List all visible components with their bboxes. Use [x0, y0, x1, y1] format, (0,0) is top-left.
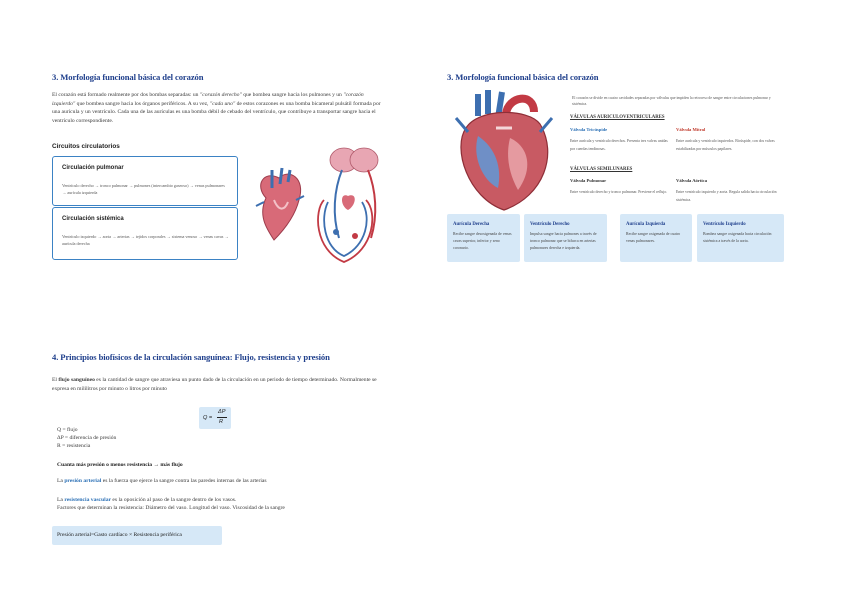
chamber-text: Bombea sangre oxigenada hacia circulación sistémica a través de la aorta.: [703, 232, 772, 244]
section3b-intro: El corazón se divide en cuatro cavidades separadas por válvulas que impiden la retroceso de sangre entre circulaciones pulmonar y sistémica.: [572, 96, 771, 106]
av-valves-heading: VÁLVULAS AURICULOVENTRICULARES: [570, 115, 665, 120]
flujo-paragraph: El flujo sanguíneo es la cantidad de sangre que atraviesa un punto dado de la circulación en un periodo de tiempo determinado. Normalmente se expresa en mililitros por minuto o litros por minuto: [52, 377, 377, 392]
sistemica-card: [52, 207, 238, 260]
chamber-text: Recibe sangre desoxigenada de venas cavas superior, inferior y seno coronario.: [453, 232, 512, 251]
formula-numerator: ΔP: [218, 409, 226, 415]
chamber-card: [447, 214, 520, 262]
formula-box: [199, 407, 231, 429]
section3-paragraph: El corazón está formado realmente por dos bombas separadas: un "corazón derecho" que bombea sangre hacia los pulmones y un "corazón izquierdo" que bombea sangre hacia los órganos periféricos. A su vez, "cada uno" de estos corazones es una bomba bicameral pulsátil formada por una aurícula y un ventrículo. Cada una de las aurículas es una bomba débil de cebado del ventrículo, que contribuye a transportar sangre hacia el ventrículo correspondiente.: [52, 92, 381, 124]
pulmonar-card: [52, 156, 238, 206]
mitral-title: Válvula Mitral: [676, 127, 706, 132]
chamber-title: Ventrículo Derecho: [530, 222, 570, 227]
heart-cross-section-image: [256, 168, 304, 240]
circuits-heading: Circuitos circulatorios: [52, 143, 120, 150]
pulmonar-card-text: Ventrículo derecho → tronco pulmonar → pulmones (intercambio gaseoso) → venas pulmonares → aurícula izquierda: [62, 183, 225, 195]
sl-valves-heading: VÁLVULAS SEMILUNARES: [570, 167, 633, 172]
chamber-title: Aurícula Derecha: [453, 222, 490, 227]
aortica-valve-title: Válvula Aórtica: [676, 178, 708, 183]
sistemica-card-title: Circulación sistémica: [62, 216, 124, 222]
systemic-loop-image: [318, 195, 372, 262]
resistencia-paragraph: La resistencia vascular es la oposición al paso de la sangre dentro de los vasos.: [57, 497, 237, 503]
heart-anatomy-image: [448, 88, 564, 214]
chamber-card: [697, 214, 784, 262]
tricuspide-title: Válvula Tricúspide: [570, 127, 608, 132]
def-p: ΔP = diferencia de presión: [57, 435, 117, 441]
chamber-title: Ventrículo Izquierdo: [703, 222, 746, 227]
chamber-title: Aurícula Izquierda: [626, 222, 666, 227]
pulmonar-card-title: Circulación pulmonar: [62, 165, 124, 171]
circulation-illustration: [244, 140, 384, 270]
factors-text: Factores que determinan la resistencia: Diámetro del vaso. Longitud del vaso. Viscosidad de la sangre: [57, 505, 285, 511]
formula-denominator: R: [219, 419, 224, 425]
formula-fraction-bar: [217, 417, 227, 418]
presion-arterial-term: presión arterial: [64, 478, 102, 484]
section4-title: 4. Principios biofísicos de la circulación sanguínea: Flujo, resistencia y presión: [52, 352, 330, 362]
arterial-paragraph: La presión arterial es la fuerza que ejerce la sangre contra las paredes internas de las arterias: [57, 478, 267, 484]
rule-text: Cuanta más presión o menos resistencia → más flujo: [57, 462, 183, 468]
def-q: Q = flujo: [57, 427, 78, 433]
section3-title: 3. Morfología funcional básica del corazón: [52, 72, 204, 82]
mitral-text: Entre aurícula y ventrículo izquierdos. Bicúspide, con dos valvas estabilizadas por músculos papilares.: [676, 139, 775, 151]
tricuspide-text: Entre aurícula y ventrículo derechos. Presenta tres valvas unidas por cuerdas tendinosas.: [570, 139, 668, 151]
chamber-text: Impulsa sangre hacia pulmones a través de tronco pulmonar que se bifurca en arterias pulmonares derecha e izquierda.: [530, 232, 597, 251]
chamber-text: Recibe sangre oxigenada de cuatro venas pulmonares.: [626, 232, 681, 244]
formula-lhs: Q =: [203, 415, 213, 421]
pulmonary-loop-image: [330, 148, 378, 238]
pulmonar-valve-text: Entre ventrículo derecho y tronco pulmonar. Previene el reflujo.: [570, 190, 668, 194]
chamber-card: [620, 214, 692, 262]
resistencia-vascular-term: resistencia vascular: [64, 497, 111, 503]
aortica-valve-text: Entre ventrículo izquierdo y aorta. Regula salida hacia circulación sistémica.: [676, 190, 777, 202]
summary-formula-box: Presión arterial=Gasto cardíaco × Resistencia periférica: [52, 526, 222, 545]
pulmonar-valve-title: Válvula Pulmonar: [570, 178, 607, 183]
section3b-title: 3. Morfología funcional básica del corazón: [447, 72, 599, 82]
def-r: R = resistencia: [57, 443, 91, 449]
sistemica-card-text: Ventrículo izquierdo → aorta → arterias → tejidos corporales → sistema venoso → venas cavas → aurícula derecha: [62, 234, 229, 246]
chamber-card: [524, 214, 607, 262]
